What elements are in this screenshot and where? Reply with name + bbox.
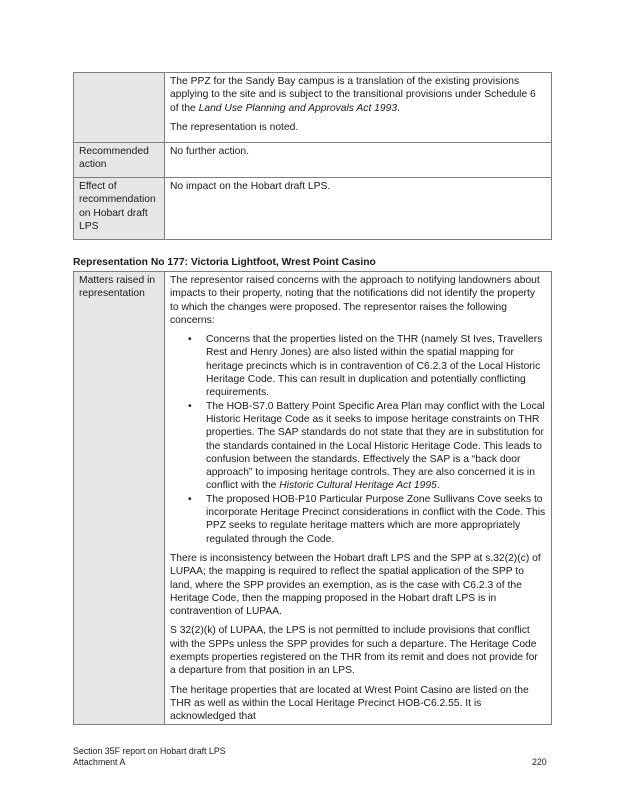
- bullet-text: The proposed HOB-P10 Particular Purpose Zone Sullivans Cove seeks to incorporate Heritage Precinct considerations in conflict with the Code. This PPZ seeks to regulate heritage matters which are more appropriately regulated through the Code.: [206, 493, 546, 545]
- heritage-properties-paragraph: The heritage properties that are located at Wrest Point Casino are listed on the THR as well as within the Local Heritage Precinct HOB-C6.2.55. It is acknowledged that: [170, 684, 529, 723]
- inconsistency-paragraph: There is inconsistency between the Hobart draft LPS and the SPP at s.32(2)(c) of LUPAA; the mapping is required to reflect the spatial application of the SPP to land, where the SPP provides an exemption, as is the case with C6.2.3 of the Heritage Code, then the mapping proposed in the Hobart draft LPS is in contravention of LUPAA.: [170, 552, 541, 618]
- list-item: [188, 400, 546, 493]
- list-item: [188, 333, 546, 399]
- table-row: [74, 143, 552, 178]
- act-title: Historic Cultural Heritage Act 1995: [279, 480, 437, 492]
- effect-text: No impact on the Hobart draft LPS.: [165, 178, 552, 240]
- list-item: [188, 493, 546, 546]
- matters-raised-label: Matters raised in representation: [74, 272, 165, 725]
- section-heading: Representation No 177: Victoria Lightfoot, Wrest Point Casino: [73, 257, 376, 268]
- bullet-icon: •: [188, 400, 192, 412]
- bullet-text-end: .: [436, 480, 440, 492]
- bullet-icon: •: [188, 493, 192, 505]
- intro-paragraph: The representor raised concerns with the approach to notifying landowners about impacts to their property, noting that the notifications did not identify the property to which the changes were proposed. The representor raises the following concerns:: [170, 275, 540, 326]
- table-row: [74, 272, 552, 725]
- row-label: [74, 73, 165, 143]
- act-title: Land Use Planning and Approvals Act 1993: [198, 102, 398, 114]
- recommended-action-label: Recommended action: [74, 143, 165, 178]
- response-cell: [165, 73, 552, 143]
- representation-177-table: [73, 271, 552, 725]
- footer-attachment: Attachment A: [73, 757, 126, 767]
- bullet-icon: •: [188, 334, 192, 346]
- recommended-action-text: No further action.: [165, 143, 552, 178]
- table-row: [74, 73, 552, 143]
- bullet-text: The HOB-S7.0 Battery Point Specific Area Plan may conflict with the Local Historic Heritage Code as it seeks to impose heritage constraints on THR properties. The SAP standards do not state that they are in substitution for the standards contained in the Local Historic Heritage Code. This leads to confusion between the standards. Effectively the SAP is a “back door approach” to imposing heritage controls. They are also concerned it is in conflict with the: [206, 400, 545, 492]
- response-text: The PPZ for the Sandy Bay campus is a translation of the existing provisions applying to the site and is subject to the transitional provisions under Schedule 6 of the: [170, 76, 536, 114]
- footer-report-title: Section 35F report on Hobart draft LPS: [73, 746, 226, 756]
- table-row: [74, 178, 552, 240]
- effect-label: Effect of recommendation on Hobart draft LPS: [74, 178, 165, 240]
- concerns-list: [170, 333, 546, 546]
- noted-paragraph: The representation is noted.: [170, 121, 299, 133]
- bullet-text: Concerns that the properties listed on the THR (namely St Ives, Travellers Rest and Henry Jones) are also listed within the spatial mapping for heritage precincts which is in contravention of C6.2.3 of the Local Historic Heritage Code. This can result in duplication and potentially conflicting requirements.: [206, 334, 543, 399]
- page-number: 220: [532, 757, 547, 767]
- response-paragraph: [170, 75, 546, 115]
- matters-raised-cell: [165, 272, 552, 725]
- response-text-end: .: [397, 102, 400, 114]
- lupaa-paragraph: S 32(2)(k) of LUPAA, the LPS is not permitted to include provisions that conflict with the SPPs unless the SPP provides for such a departure. The Heritage Code exempts properties registered on the THR from its remit and does not provide for a departure from that position in an LPS.: [170, 625, 538, 677]
- footer: [73, 746, 226, 768]
- representation-176-table: [73, 72, 552, 240]
